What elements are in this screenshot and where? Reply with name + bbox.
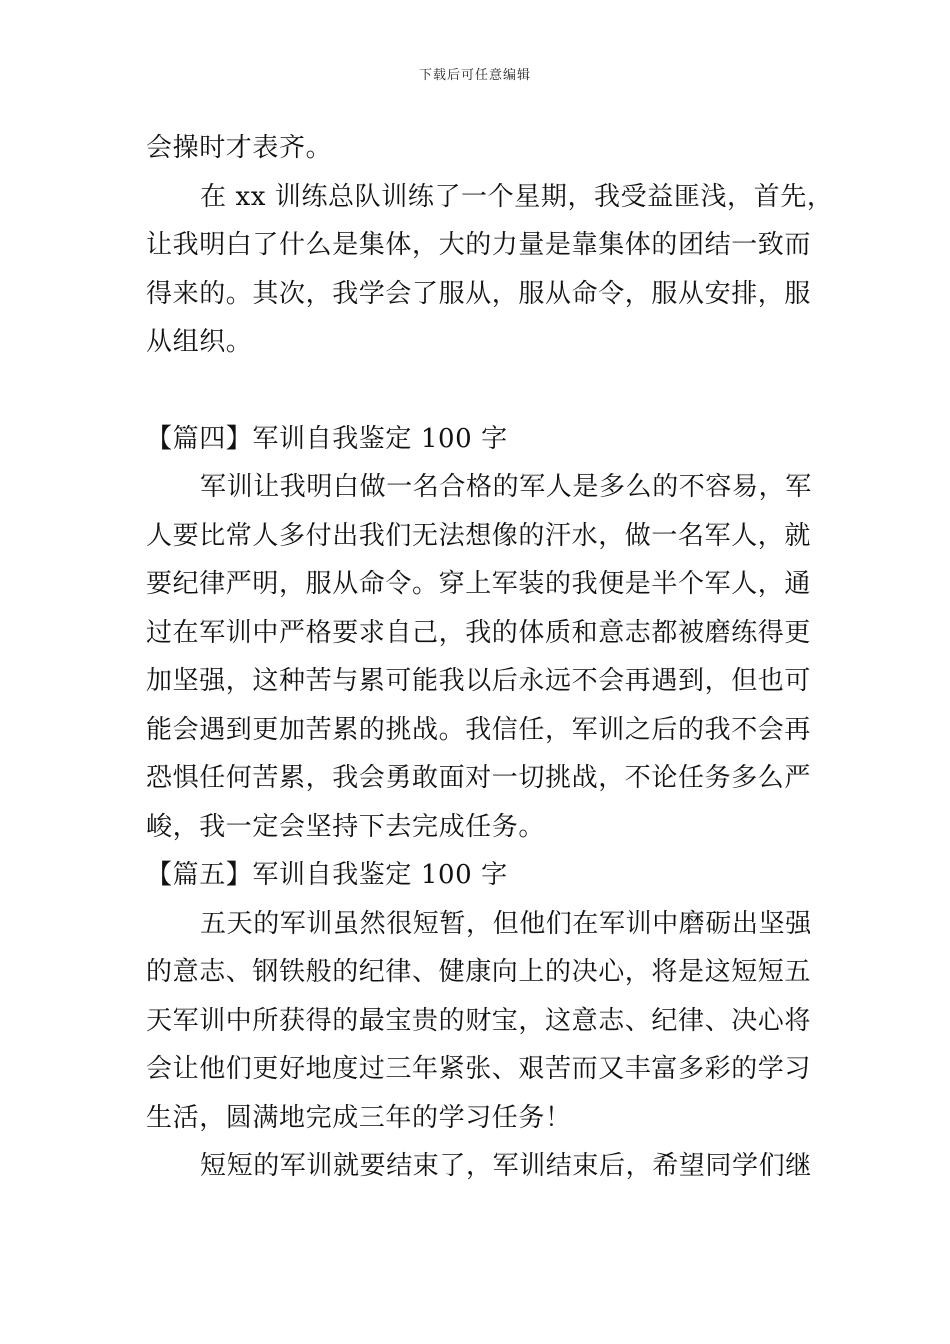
text-line: 能会遇到更加苦累的挑战。我信任，军训之后的我不会再 bbox=[146, 714, 812, 745]
section-heading: 【篇五】军训自我鉴定 100 字 bbox=[146, 860, 508, 890]
document-body bbox=[146, 124, 834, 1191]
text-line: 会让他们更好地度过三年紧张、艰苦而又丰富多彩的学习 bbox=[146, 1054, 812, 1084]
text-line: 过在军训中严格要求自己，我的体质和意志都被磨练得更 bbox=[146, 617, 812, 648]
section-heading: 【篇四】军训自我鉴定 100 字 bbox=[146, 423, 508, 454]
section-gap bbox=[146, 367, 806, 415]
text-line: 人要比常人多付出我们无法想像的汗水，做一名军人，就 bbox=[146, 520, 812, 551]
text-line: 加坚强，这种苦与累可能我以后永远不会再遇到，但也可 bbox=[146, 666, 812, 696]
paragraph-first-line: 军训让我明白做一名合格的军人是多么的不容易，军 bbox=[200, 472, 812, 502]
paragraph-first-line: 五天的军训虽然很短暂，但他们在军训中磨砺出坚强 bbox=[200, 908, 812, 939]
text-line: 从组织。 bbox=[146, 327, 253, 357]
text-line: 恐惧任何苦累，我会勇敢面对一切挑战，不论任务多么严 bbox=[146, 763, 812, 793]
text-line: 生活，圆满地完成三年的学习任务！ bbox=[146, 1102, 572, 1133]
text-line: 要纪律严明，服从命令。穿上军装的我便是半个军人，通 bbox=[146, 569, 812, 599]
text-line: 天军训中所获得的最宝贵的财宝，这意志、纪律、决心将 bbox=[146, 1005, 812, 1036]
text-line: 的意志、钢铁般的纪律、健康向上的决心，将是这短短五 bbox=[146, 957, 812, 987]
text-line: 让我明白了什么是集体，大的力量是靠集体的团结一致而 bbox=[146, 230, 812, 260]
paragraph-first-line: 在 xx 训练总队训练了一个星期，我受益匪浅，首先， bbox=[200, 181, 834, 212]
text-line: 得来的。其次，我学会了服从，服从命令，服从安排，服 bbox=[146, 278, 812, 309]
text-line: 峻，我一定会坚持下去完成任务。 bbox=[146, 811, 546, 842]
page-header: 下载后可任意编辑 bbox=[418, 68, 531, 83]
paragraph-first-line: 短短的军训就要结束了，军训结束后，希望同学们继 bbox=[200, 1151, 812, 1181]
text-line: 会操时才表齐。 bbox=[146, 133, 333, 163]
